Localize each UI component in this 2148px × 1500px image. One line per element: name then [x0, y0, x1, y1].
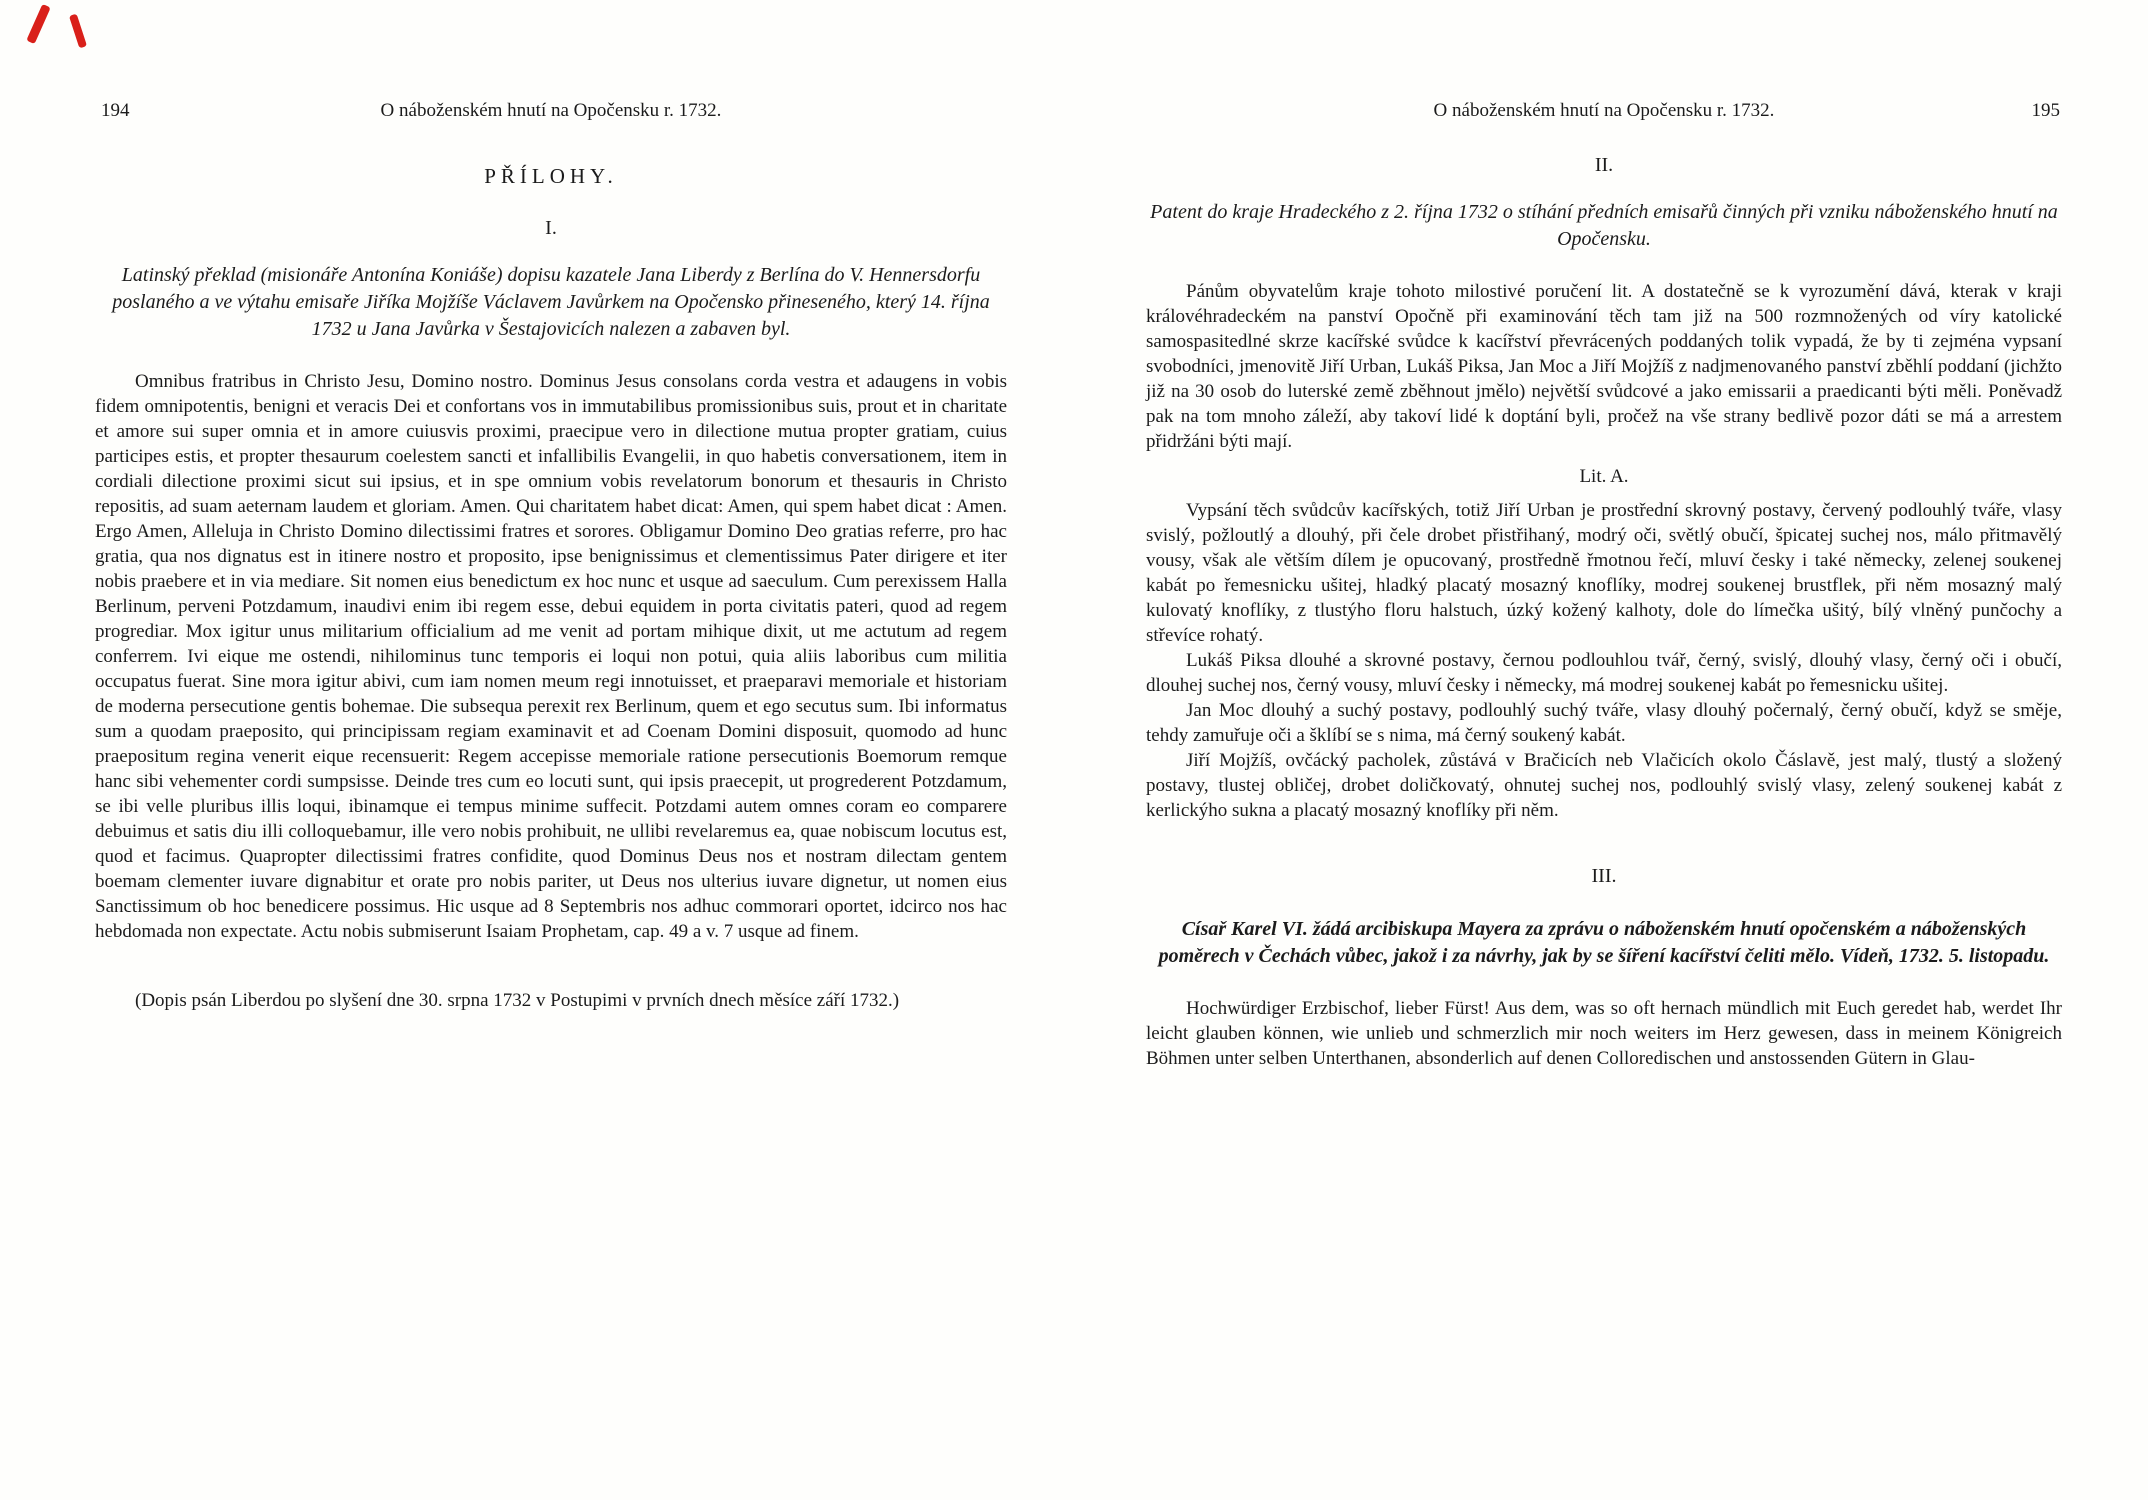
right-page: [1146, 0, 2062, 1071]
page-number-left: 194: [101, 100, 130, 121]
section-title-prilohy: PŘÍLOHY.: [484, 164, 618, 188]
red-stroke-icon: [69, 14, 87, 49]
patent-body: Pánům obyvatelům kraje tohoto milostivé poručení lit. A dostatečně se k vyrozumění dává, kterak v kraji královéhradeckém na panství Opočně při examinování těch tam již na 500 rozmnožených od víry katolické samospasitedlné skrze kacířské svůdce k kacířství převrácených poddaných tolik vypadá, že by ti zejména vypsaní svobodníci, jmenovitě Jiří Urban, Lukáš Piksa, Jan Moc a Jiří Mojžíš z nadjmenovaného panství zběhlí poddaní (jichžto již na 30 osob do luterské země zběhnout jmělo) největší svůdcové a jako emissarii a praedicanti býti měli. Poněvadž pak na tom mnoho záleží, aby takoví lidé k doptání byli, pročež na vše strany bedlivě pozor dáti se má a arrestem přidržáni býti mají.: [1146, 281, 2062, 452]
document-heading-ii: Patent do kraje Hradeckého z 2. října 1732 o stíhání předních emisařů činných při vzniku náboženského hnutí na Opočensku.: [1150, 201, 2058, 250]
lit-a-label: Lit. A.: [1579, 466, 1629, 487]
description-lukas-piksa: Lukáš Piksa dlouhé a skrovné postavy, černou podlouhlou tvář, černý, svislý, dlouhý vlasy, černý oči i obučí, dlouhej suchej nos, černý vousy, mluví česky i německy, má modrej soukenej kabát po řemesnicku ušitej.: [1146, 650, 2062, 696]
subsection-numeral-i: I.: [545, 217, 557, 239]
latin-letter-body: Omnibus fratribus in Christo Jesu, Domino nostro. Dominus Jesus consolans corda vestra et adaugens in vobis fidem omnipotentis, benigni et veracis Dei et confortans vos in immutabilibus promissionibus suis, prout et in charitate et amore sui super omnia et in amore cuiusvis proximi, praecipue vero in dilectione mutua propter gratiam, cuius participes estis, et propter thesaurum coelestem sancti et infallibilis Evangelii, in quo habetis conversationem, item in cordiali dilectione proximi sicut sui ipsius, et in spe omnium vobis revelatorum bonorum et thesauris in Christo repositis, ad suam aeternam laudem et gloriam. Amen. Qui charitatem habet dicat: Amen, qui spem habet dicat : Amen. Ergo Amen, Alleluja in Christo Domino dilectissimi fratres et sorores. Obligamur Domino Deo gratias referre, pro hac gratia, qua nos dignatus est in itinere nostro et proposito, ipse benignissimus et clementissimus Pater dirigere et iter nobis praebere et in via mediare. Sit nomen eius benedictum ex hoc nunc et usque ad saeculum. Cum perexissem Halla Berlinum, perveni Potzdamum, inaudivi enim ibi regem esse, debui equidem in porta civitatis pateri, quod ad regem progrediar. Mox igitur unus militarium officialium ad me venit ad portam mihique dixit, ut me actutum ad regem conferrem. Ivi eique me ostendi, nihilominus tunc temporis ei loqui non potui, quia aliis laboribus cum militia occupatus fuerat. Sine mora igitur abivi, cum iam nomen meum regi innotuisset, et praeparavi memoriale et historiam de moderna persecutione gentis bohemae. Die subsequa perexit rex Berlinum, quem et ego secutus sum. Ibi informatus sum a quodam praeposito, qui principissam regiam examinavit et ad Coenam Domini disposuit, quomodo ad hunc praepositum regina venerit eique recensuerit: Regem accepisse memoriale ratione persecutionis Boemorum remque hanc sibi vehementer cordi sumpsisse. Deinde tres cum eo locuti sunt, qui ipsis praecepit, ut progrederent Potzdamum, se ibi velle pluribus illis loqui, ibinamque ei tempus minime suffecit. Potzdami autem omnes coram eo comparere debuimus et satis diu illi colloquebamur, ille vero nobis prohibuit, ne ullibi revelaremus ea, quae nobiscum locutus est, quod et facimus. Quapropter dilectissimi fratres confidite, quod Dominus Deus nos et nostram dilectam gentem boemam clementer iuvare dignabitur et orate pro nobis pariter, ut Deus nos ulterius iuvare dignetur, ut nomen eius Sanctissimum ob hoc benedicere possimus. Hic usque ad 8 Septembris nos adhuc commorari oportet, idcirco nos hac hebdomada non expectate. Actu nobis submiserunt Isaiam Prophetam, cap. 49 a v. 7 usque ad finem.: [95, 371, 1007, 942]
page-number-right: 195: [2031, 100, 2060, 121]
right-page-header: [1146, 100, 2062, 126]
description-jiri-urban: Vypsání těch svůdcův kacířských, totiž Jiří Urban je prostřední skrovný postavy, červený podlouhlý tváře, vlasy svislý, požloutlý a dlouhý, při čele drobet přistřihaný, modrý oči, světlý obučí, špicatej suchej nos, málo přitmavělý vousy, však ale větším dílem je opucovaný, prostředně řmotnou řečí, mluví česky i také německy, zelenej soukenej kabát po řemesnicku ušitej, hladký placatý mosazný knoflíky, modrej soukenej brustflek, při něm mosazný malý kulovatý knoflíky, z tlustýho floru halstuch, úzký kožený kalhoty, dole do límečka ušitý, bílý vlněný punčochy a střevíce rohatý.: [1146, 500, 2062, 646]
left-page-header: [95, 100, 1007, 126]
subsection-numeral-iii: III.: [1591, 865, 1617, 887]
german-letter-body: Hochwürdiger Erzbischof, lieber Fürst! Aus dem, was so oft hernach mündlich mit Euch geredet hab, werdet Ihr leicht glauben können, wie unlieb und schmerzlich mir noch weiters im Herz gewesen, dass in meinem Königreich Böhmen unter selben Unterthanen, absonderlich auf denen Colloredischen und anstossenden Gütern in Glau-: [1146, 998, 2062, 1069]
document-heading-i: Latinský překlad (misionáře Antonína Koniáše) dopisu kazatele Jana Liberdy z Berlína do V. Hennersdorfu poslaného a ve výtahu emisaře Jiříka Mojžíše Václavem Javůrkem na Opočensko přineseného, který 14. října 1732 u Jana Javůrka v Šestajovicích nalezen a zabaven byl.: [112, 264, 990, 340]
running-header-right: O náboženském hnutí na Opočensku r. 1732.: [1433, 100, 1775, 121]
description-jiri-mojzis: Jiří Mojžíš, ovčácký pacholek, zůstává v Bračicích neb Vlačicích okolo Čáslavě, jest malý, tlustý a složený postavy, tlustej obličej, drobet doličkovatý, ohnutej suchej nos, podlouhlý svislý vlasy, zelený soukenej kabát z kerlickýho sukna a placatý mosazný knoflíky při něm.: [1146, 750, 2062, 821]
letter-provenance-note: (Dopis psán Liberdou po slyšení dne 30. srpna 1732 v Postupimi v prvních dnech měsíce září 1732.): [135, 990, 900, 1011]
red-stroke-icon: [26, 4, 50, 44]
description-jan-moc: Jan Moc dlouhý a suchý postavy, podlouhlý suchý tváře, vlasy dlouhý počernalý, černý obučí, když se směje, tehdy zamuřuje oči a šklíbí se s nima, má černý soukený kabát.: [1146, 700, 2062, 746]
document-heading-iii: Císař Karel VI. žádá arcibiskupa Mayera za zprávu o náboženském hnutí opočenském a náboženských poměrech v Čechách vůbec, jakož i za návrhy, jak by se šíření kacířství čeliti mělo. Vídeň, 1732. 5. listopadu.: [1158, 918, 2050, 967]
running-header-left: O náboženském hnutí na Opočensku r. 1732.: [380, 100, 722, 121]
subsection-numeral-ii: II.: [1594, 154, 1614, 176]
left-page: [95, 0, 1007, 1013]
